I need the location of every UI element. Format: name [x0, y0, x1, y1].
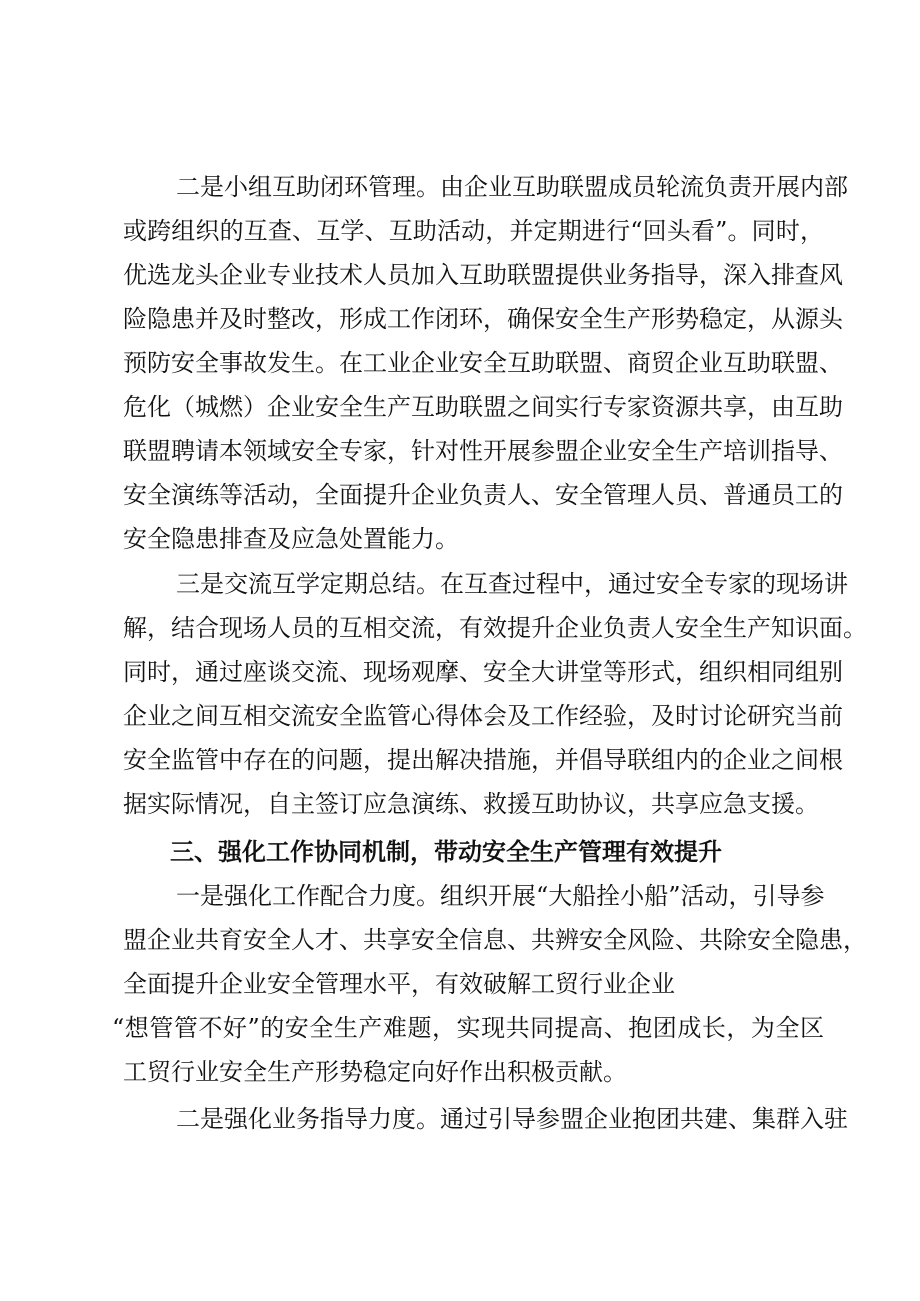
paragraph-line: 盟企业共育安全人才、共享安全信息、共辨安全风险、共除安全隐患， [123, 926, 867, 954]
paragraph-line: 二是强化业务指导力度。通过引导参盟企业抱团共建、集群入驻 [176, 1105, 848, 1133]
paragraph-line: 工贸行业安全生产形势稳定向好作出积极贡献。 [123, 1058, 627, 1086]
paragraph-line: 优选龙头企业专业技术人员加入互助联盟提供业务指导，深入排查风 [123, 261, 843, 289]
paragraph-line: 同时，通过座谈交流、现场观摩、安全大讲堂等形式，组织相同组别 [123, 658, 843, 686]
paragraph-line: 危化（城燃）企业安全生产互助联盟之间实行专家资源共享，由互助 [123, 393, 843, 421]
paragraph-line: 企业之间互相交流安全监管心得体会及工作经验，及时讨论研究当前 [123, 702, 843, 730]
paragraph-line: “想管管不好”的安全生产难题，实现共同提高、抱团成长，为全区 [112, 1014, 824, 1042]
paragraph-line: 据实际情况，自主签订应急演练、救援互助协议，共享应急支援。 [123, 790, 819, 818]
paragraph-line: 解，结合现场人员的互相交流，有效提升企业负责人安全生产知识面。 [123, 614, 867, 642]
paragraph-line: 安全监管中存在的问题，提出解决措施，并倡导联组内的企业之间根 [123, 746, 843, 774]
paragraph-line: 三是交流互学定期总结。在互查过程中，通过安全专家的现场讲 [176, 570, 848, 598]
paragraph-line: 预防安全事故发生。在工业企业安全互助联盟、商贸企业互助联盟、 [123, 349, 843, 377]
section-heading: 三、强化工作协同机制，带动安全生产管理有效提升 [170, 838, 722, 866]
paragraph-line: 险隐患并及时整改，形成工作闭环，确保安全生产形势稳定，从源头 [123, 305, 843, 333]
paragraph-line: 二是小组互助闭环管理。由企业互助联盟成员轮流负责开展内部 [176, 173, 848, 201]
paragraph-line: 安全演练等活动，全面提升企业负责人、安全管理人员、普通员工的 [123, 481, 843, 509]
paragraph-line: 联盟聘请本领域安全专家，针对性开展参盟企业安全生产培训指导、 [123, 437, 843, 465]
paragraph-line: 或跨组织的互查、互学、互助活动，并定期进行“回头看”。同时， [123, 217, 824, 245]
paragraph-line: 安全隐患排查及应急处置能力。 [123, 525, 459, 553]
paragraph-line: 一是强化工作配合力度。组织开展“大船拴小船”活动，引导参 [176, 882, 825, 910]
paragraph-line: 全面提升企业安全管理水平，有效破解工贸行业企业 [123, 970, 675, 998]
